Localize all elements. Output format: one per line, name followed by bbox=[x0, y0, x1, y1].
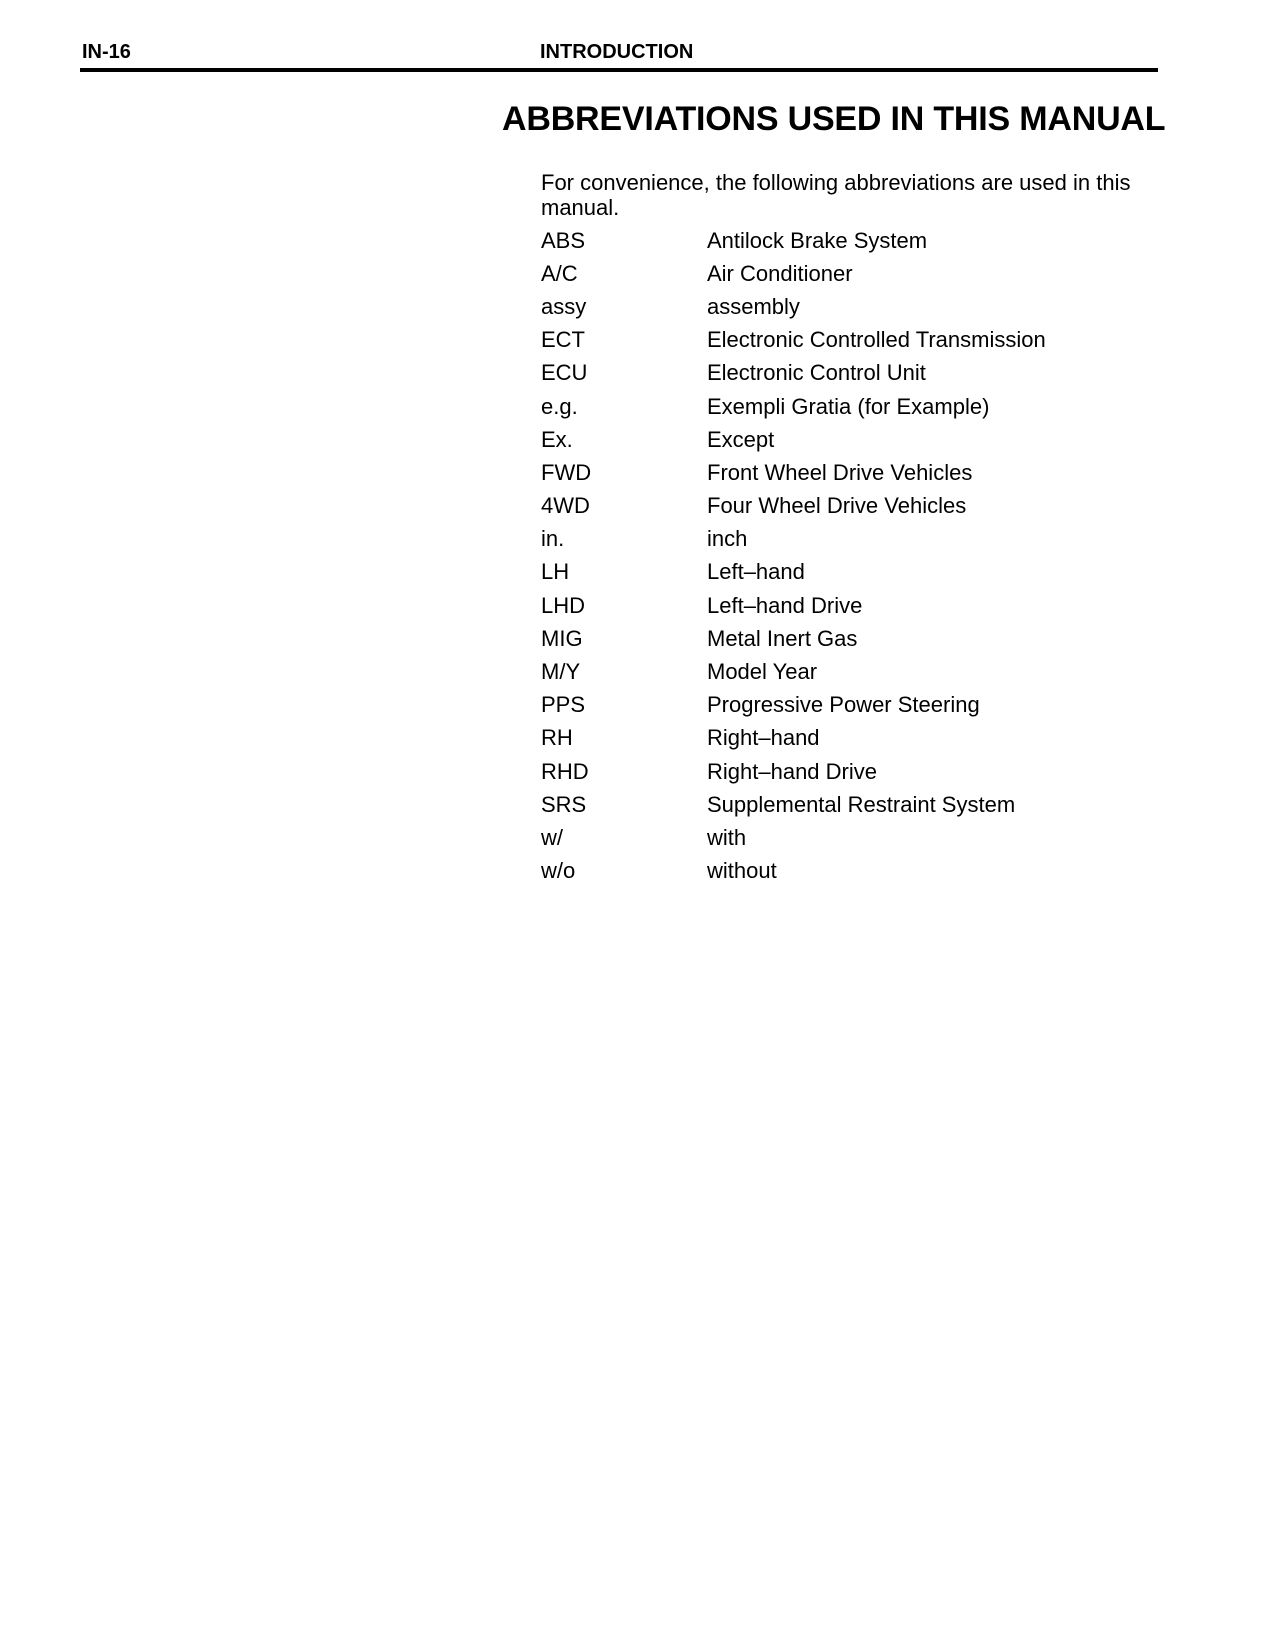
abbreviation-definition: Supplemental Restraint System bbox=[707, 791, 1016, 817]
abbreviation-definition: Electronic Control Unit bbox=[707, 360, 926, 386]
abbreviation-row bbox=[541, 224, 1161, 257]
intro-paragraph: For convenience, the following abbreviations are used in this manual. bbox=[541, 170, 1131, 220]
abbreviation-definition: Right–hand Drive bbox=[707, 758, 877, 784]
abbreviation-definition: without bbox=[707, 858, 777, 884]
abbreviation-term: SRS bbox=[541, 791, 587, 817]
abbreviation-term: in. bbox=[541, 526, 565, 552]
abbreviation-definition: Exempli Gratia (for Example) bbox=[707, 393, 990, 419]
abbreviation-definition: Electronic Controlled Transmission bbox=[707, 327, 1046, 353]
header-rule bbox=[80, 68, 1158, 72]
abbreviation-row bbox=[541, 556, 1161, 589]
abbreviation-definition: Antilock Brake System bbox=[707, 227, 928, 253]
abbreviation-definition: with bbox=[707, 824, 747, 850]
abbreviation-row bbox=[541, 257, 1161, 290]
abbreviation-definition: Air Conditioner bbox=[707, 260, 853, 286]
abbreviation-row bbox=[541, 855, 1161, 888]
abbreviation-definition: Right–hand bbox=[707, 725, 820, 751]
abbreviation-term: Ex. bbox=[541, 426, 573, 452]
abbreviation-term: 4WD bbox=[541, 493, 590, 519]
abbreviation-term: MIG bbox=[541, 625, 583, 651]
abbreviation-definition: Metal Inert Gas bbox=[707, 625, 858, 651]
abbreviation-term: RH bbox=[541, 725, 573, 751]
page-title: ABBREVIATIONS USED IN THIS MANUAL bbox=[502, 100, 1166, 138]
page-header bbox=[82, 40, 1158, 64]
abbreviation-term: LHD bbox=[541, 592, 586, 618]
abbreviation-row bbox=[541, 390, 1161, 423]
abbreviation-term: M/Y bbox=[541, 659, 581, 685]
abbreviation-row bbox=[541, 622, 1161, 655]
abbreviation-term: w/ bbox=[541, 824, 563, 850]
abbreviation-row bbox=[541, 456, 1161, 489]
abbreviation-term: ECU bbox=[541, 360, 588, 386]
abbreviation-row bbox=[541, 788, 1161, 821]
abbreviation-row bbox=[541, 755, 1161, 788]
abbreviation-definition: Model Year bbox=[707, 659, 818, 685]
abbreviation-definition: Left–hand bbox=[707, 559, 805, 585]
page-number: IN-16 bbox=[82, 41, 131, 63]
abbreviation-definition: assembly bbox=[707, 293, 800, 319]
abbreviation-definition: Except bbox=[707, 426, 775, 452]
abbreviation-definition: Left–hand Drive bbox=[707, 592, 863, 618]
abbreviation-term: assy bbox=[541, 293, 587, 319]
abbreviation-list bbox=[541, 224, 1161, 888]
abbreviation-term: PPS bbox=[541, 692, 586, 718]
abbreviation-row bbox=[541, 324, 1161, 357]
abbreviation-row bbox=[541, 655, 1161, 688]
abbreviation-row bbox=[541, 357, 1161, 390]
abbreviation-definition: Progressive Power Steering bbox=[707, 692, 980, 718]
abbreviation-term: RHD bbox=[541, 758, 589, 784]
abbreviation-row bbox=[541, 290, 1161, 323]
abbreviation-row bbox=[541, 722, 1161, 755]
abbreviation-row bbox=[541, 523, 1161, 556]
abbreviation-row bbox=[541, 689, 1161, 722]
abbreviation-row bbox=[541, 821, 1161, 854]
abbreviation-row bbox=[541, 423, 1161, 456]
abbreviation-row bbox=[541, 589, 1161, 622]
abbreviation-definition: Front Wheel Drive Vehicles bbox=[707, 459, 973, 485]
abbreviation-term: FWD bbox=[541, 459, 592, 485]
abbreviation-term: ECT bbox=[541, 327, 585, 353]
abbreviation-term: w/o bbox=[541, 858, 576, 884]
abbreviation-row bbox=[541, 490, 1161, 523]
abbreviation-term: A/C bbox=[541, 260, 578, 286]
abbreviation-term: LH bbox=[541, 559, 570, 585]
abbreviation-definition: Four Wheel Drive Vehicles bbox=[707, 493, 967, 519]
abbreviation-definition: inch bbox=[707, 526, 748, 552]
abbreviation-term: ABS bbox=[541, 227, 586, 253]
section-title: INTRODUCTION bbox=[540, 41, 694, 63]
abbreviation-term: e.g. bbox=[541, 393, 578, 419]
